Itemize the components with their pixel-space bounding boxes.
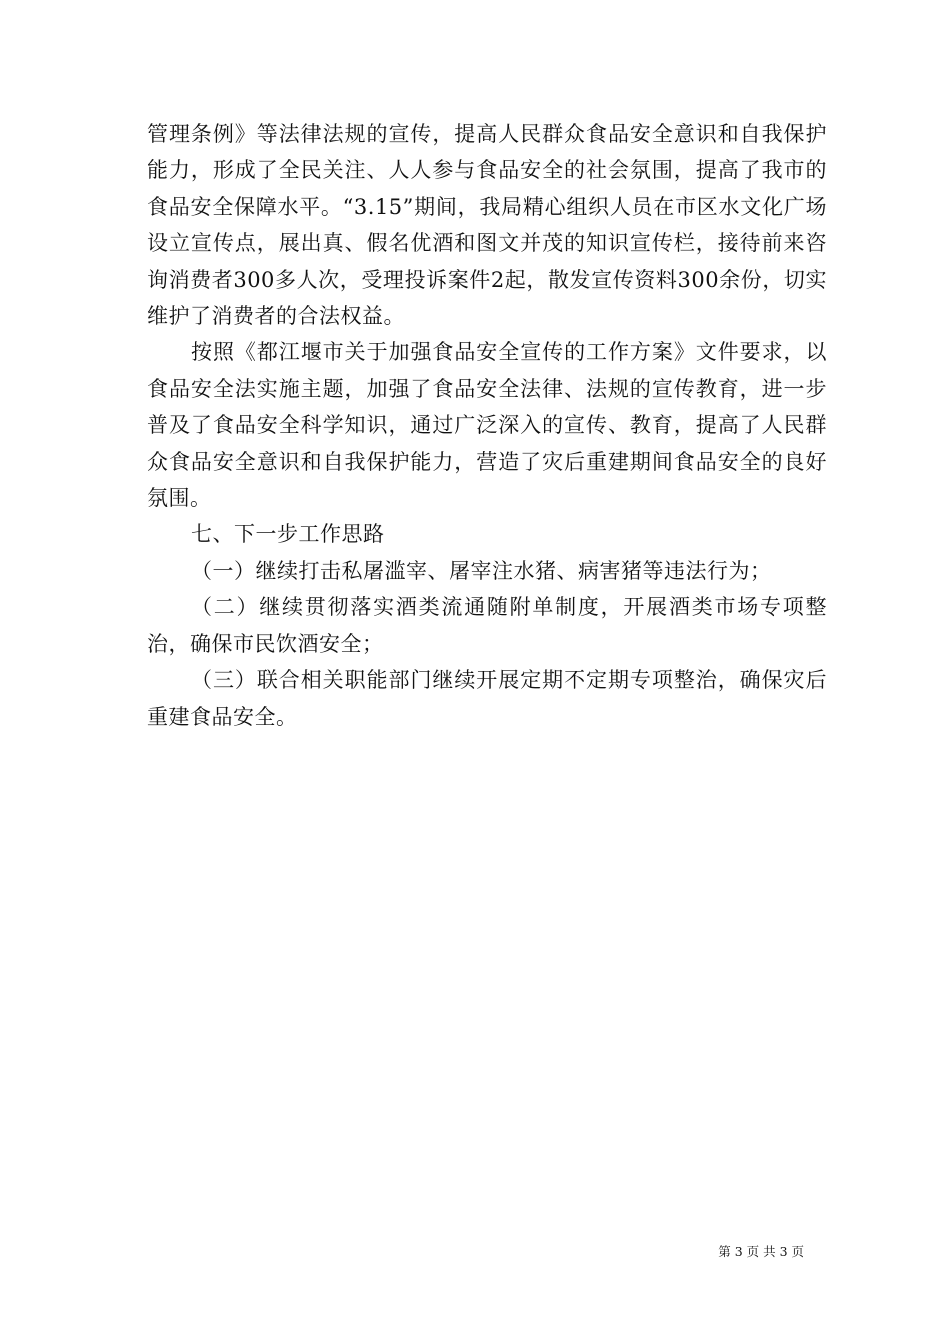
page-number-footer: 第 3 页 共 3 页 bbox=[718, 1244, 804, 1259]
list-item-3: （三）联合相关职能部门继续开展定期不定期专项整治，确保灾后重建食品安全。 bbox=[147, 668, 827, 729]
list-item-2: （二）继续贯彻落实酒类流通随附单制度，开展酒类市场专项整治，确保市民饮酒安全； bbox=[147, 595, 827, 656]
list-item-1: （一）继续打击私屠滥宰、屠宰注水猪、病害猪等违法行为； bbox=[191, 558, 772, 583]
paragraph-publicity-plan: 按照《都江堰市关于加强食品安全宣传的工作方案》文件要求，以食品安全法实施主题，加强了食品安全法律、法规的宣传教育，进一步普及了食品安全科学知识，通过广泛深入的宣传、教育，提高了人民群众食品安全意识和自我保护能力，营造了灾后重建期间食品安全的良好氛围。 bbox=[147, 340, 827, 511]
section-heading-next-steps: 七、下一步工作思路 bbox=[191, 522, 385, 547]
paragraph-continued: 管理条例》等法律法规的宣传，提高人民群众食品安全意识和自我保护能力，形成了全民关注、人人参与食品安全的社会氛围，提高了我市的食品安全保障水平。“3.15”期间，我局精心组织人员在市区水文化广场设立宣传点，展出真、假名优酒和图文并茂的知识宣传栏，接待前来咨询消费者300多人次，受理投诉案件2起，散发宣传资料300余份，切实维护了消费者的合法权益。 bbox=[147, 122, 827, 329]
document-body bbox=[147, 116, 827, 735]
